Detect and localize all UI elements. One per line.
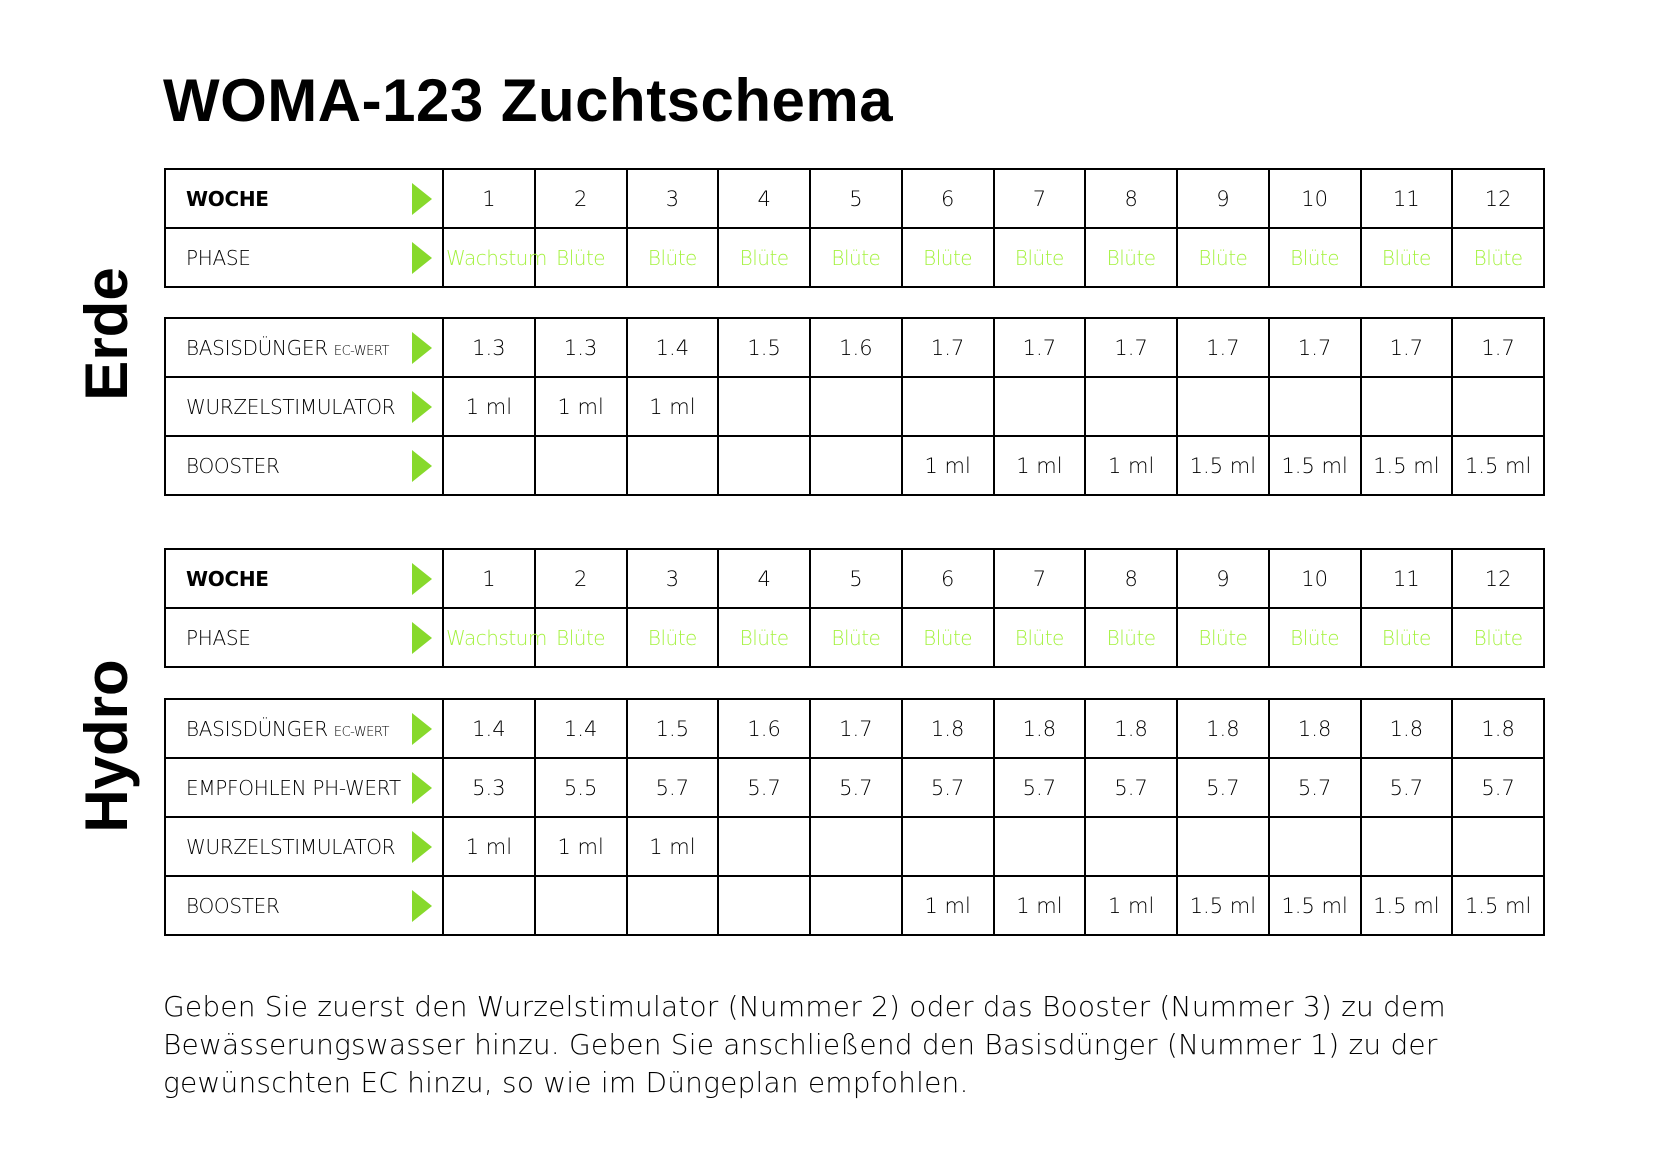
value-cell: 1.5 [718,318,810,377]
phase-cell: Blüte [1085,228,1177,287]
value-cell: 5.7 [1269,758,1361,817]
value-cell [810,876,902,935]
value-cell: 5.3 [443,758,535,817]
value-cell [810,377,902,436]
week-number-cell: 4 [718,169,810,228]
row-label-cell [165,608,443,667]
value-cell: 1 ml [627,377,719,436]
value-cell: 1 ml [1085,876,1177,935]
value-cell: 5.7 [627,758,719,817]
week-number-cell: 1 [443,549,535,608]
phase-cell: Blüte [810,228,902,287]
value-cell: 1.7 [994,318,1086,377]
value-cell [1177,817,1269,876]
week-number-cell: 10 [1269,169,1361,228]
phase-cell: Blüte [535,228,627,287]
phase-cell: Blüte [718,228,810,287]
value-cell: 1.3 [535,318,627,377]
value-cell: 5.5 [535,758,627,817]
hydro-dosage-table [164,698,1545,936]
week-number-cell: 11 [1361,169,1453,228]
value-cell: 5.7 [902,758,994,817]
table-row-booster [165,876,1544,935]
phase-cell: Blüte [1269,228,1361,287]
row-label: WURZELSTIMULATOR [186,394,396,419]
table-row-basisduenger [165,318,1544,377]
week-number-cell: 4 [718,549,810,608]
week-number-cell: 6 [902,549,994,608]
value-cell: 1.8 [1269,699,1361,758]
value-cell [810,436,902,495]
value-cell [902,377,994,436]
row-label-cell [165,436,443,495]
table-row-woche [165,169,1544,228]
value-cell: 1.5 ml [1361,436,1453,495]
week-number-cell: 11 [1361,549,1453,608]
value-cell: 1.4 [627,318,719,377]
value-cell [718,436,810,495]
week-number-cell: 8 [1085,169,1177,228]
week-number-cell: 12 [1452,169,1544,228]
arrow-right-icon [412,890,432,922]
phase-cell: Blüte [627,608,719,667]
phase-cell: Blüte [1177,228,1269,287]
row-label-cell [165,377,443,436]
value-cell: 5.7 [1361,758,1453,817]
value-cell: 1.7 [1452,318,1544,377]
value-cell: 1 ml [535,817,627,876]
arrow-right-icon [412,563,432,595]
week-number-cell: 1 [443,169,535,228]
value-cell: 1 ml [902,876,994,935]
value-cell: 5.7 [1177,758,1269,817]
value-cell: 1.5 ml [1177,876,1269,935]
value-cell [1269,817,1361,876]
erde-week-phase-table [164,168,1545,288]
value-cell: 1.6 [718,699,810,758]
row-label: PHASE [186,245,251,270]
value-cell: 5.7 [1085,758,1177,817]
row-label-cell [165,318,443,377]
phase-cell: Blüte [1085,608,1177,667]
value-cell [1085,377,1177,436]
value-cell [627,436,719,495]
value-cell: 1.5 ml [1452,876,1544,935]
value-cell [902,817,994,876]
row-label-cell [165,817,443,876]
table-row-wurzelstimulator [165,377,1544,436]
value-cell: 1.3 [443,318,535,377]
table-row-phase [165,228,1544,287]
phase-cell: Blüte [1361,608,1453,667]
arrow-right-icon [412,713,432,745]
value-cell: 1 ml [994,436,1086,495]
phase-cell: Blüte [627,228,719,287]
table-row-phase [165,608,1544,667]
value-cell [1452,817,1544,876]
value-cell [994,377,1086,436]
week-number-cell: 5 [810,169,902,228]
phase-cell: Blüte [994,228,1086,287]
arrow-right-icon [412,622,432,654]
value-cell: 1 ml [994,876,1086,935]
value-cell [718,817,810,876]
row-label: WURZELSTIMULATOR [186,834,396,859]
value-cell: 1.7 [810,699,902,758]
arrow-right-icon [412,183,432,215]
value-cell [994,817,1086,876]
row-label: BOOSTER [186,893,280,918]
arrow-right-icon [412,391,432,423]
phase-cell: Blüte [1269,608,1361,667]
ec-wert-label: EC-WERT [333,724,389,740]
value-cell [718,876,810,935]
value-cell [443,876,535,935]
arrow-right-icon [412,450,432,482]
value-cell [1361,377,1453,436]
row-label: EMPFOHLEN PH-WERT [186,775,401,800]
week-number-cell: 6 [902,169,994,228]
phase-cell: Wachstum [443,228,535,287]
phase-cell: Blüte [535,608,627,667]
value-cell [718,377,810,436]
arrow-right-icon [412,242,432,274]
value-cell: 1.8 [994,699,1086,758]
phase-cell: Blüte [902,228,994,287]
phase-cell: Blüte [718,608,810,667]
value-cell: 5.7 [1452,758,1544,817]
erde-dosage-table [164,317,1545,496]
week-number-cell: 3 [627,169,719,228]
phase-cell: Blüte [902,608,994,667]
table-row-wurzelstimulator [165,817,1544,876]
section-label-hydro: Hydro [73,659,140,833]
value-cell: 1.5 ml [1177,436,1269,495]
value-cell: 1.7 [902,318,994,377]
row-label-cell [165,169,443,228]
ec-wert-label: EC-WERT [333,343,389,359]
week-number-cell: 8 [1085,549,1177,608]
value-cell: 1.5 [627,699,719,758]
value-cell: 5.7 [718,758,810,817]
section-label-erde: Erde [73,267,140,401]
row-label: WOCHE [186,186,269,211]
value-cell: 1.5 ml [1269,436,1361,495]
week-number-cell: 9 [1177,549,1269,608]
row-label: BASISDÜNGER [186,716,328,741]
value-cell: 1 ml [902,436,994,495]
week-number-cell: 2 [535,169,627,228]
value-cell: 1.4 [443,699,535,758]
page-title: WOMA-123 Zuchtschema [163,67,894,134]
week-number-cell: 9 [1177,169,1269,228]
value-cell: 1.7 [1269,318,1361,377]
value-cell [1452,377,1544,436]
value-cell: 1.6 [810,318,902,377]
arrow-right-icon [412,831,432,863]
value-cell: 5.7 [810,758,902,817]
value-cell: 1.5 ml [1361,876,1453,935]
week-number-cell: 5 [810,549,902,608]
table-row-booster [165,436,1544,495]
value-cell: 5.7 [994,758,1086,817]
arrow-right-icon [412,772,432,804]
value-cell: 1.8 [1452,699,1544,758]
phase-cell: Blüte [1177,608,1269,667]
row-label: PHASE [186,625,251,650]
value-cell [1269,377,1361,436]
row-label: BASISDÜNGER [186,335,328,360]
value-cell [535,436,627,495]
week-number-cell: 7 [994,549,1086,608]
row-label: BOOSTER [186,453,280,478]
value-cell: 1.5 ml [1452,436,1544,495]
row-label-cell [165,228,443,287]
phase-cell: Blüte [1452,228,1544,287]
value-cell [1361,817,1453,876]
value-cell: 1 ml [1085,436,1177,495]
table-row-ph-wert [165,758,1544,817]
phase-cell: Wachstum [443,608,535,667]
value-cell [443,436,535,495]
value-cell: 1 ml [627,817,719,876]
value-cell: 1 ml [443,377,535,436]
phase-cell: Blüte [1452,608,1544,667]
row-label-cell [165,549,443,608]
value-cell: 1.5 ml [1269,876,1361,935]
phase-cell: Blüte [810,608,902,667]
value-cell: 1 ml [535,377,627,436]
value-cell [810,817,902,876]
value-cell: 1.8 [1085,699,1177,758]
week-number-cell: 12 [1452,549,1544,608]
value-cell: 1.4 [535,699,627,758]
table-row-basisduenger [165,699,1544,758]
row-label-cell [165,758,443,817]
table-row-woche [165,549,1544,608]
row-label: WOCHE [186,566,269,591]
week-number-cell: 2 [535,549,627,608]
arrow-right-icon [412,332,432,364]
phase-cell: Blüte [994,608,1086,667]
value-cell: 1.8 [902,699,994,758]
row-label-cell [165,876,443,935]
week-number-cell: 10 [1269,549,1361,608]
value-cell [627,876,719,935]
value-cell: 1.8 [1361,699,1453,758]
value-cell: 1.7 [1177,318,1269,377]
row-label-cell [165,699,443,758]
week-number-cell: 3 [627,549,719,608]
week-number-cell: 7 [994,169,1086,228]
value-cell: 1 ml [443,817,535,876]
hydro-week-phase-table [164,548,1545,668]
value-cell [535,876,627,935]
value-cell: 1.7 [1085,318,1177,377]
instructions-text: Geben Sie zuerst den Wurzelstimulator (Nummer 2) oder das Booster (Nummer 3) zu dem Bewässerungswasser hinzu. Geben Sie anschließend den Basisdünger (Nummer 1) zu der gewünschten EC hinzu, so wie im Düngeplan empfohlen. [163,990,1446,1099]
value-cell: 1.8 [1177,699,1269,758]
value-cell: 1.7 [1361,318,1453,377]
value-cell [1177,377,1269,436]
value-cell [1085,817,1177,876]
phase-cell: Blüte [1361,228,1453,287]
